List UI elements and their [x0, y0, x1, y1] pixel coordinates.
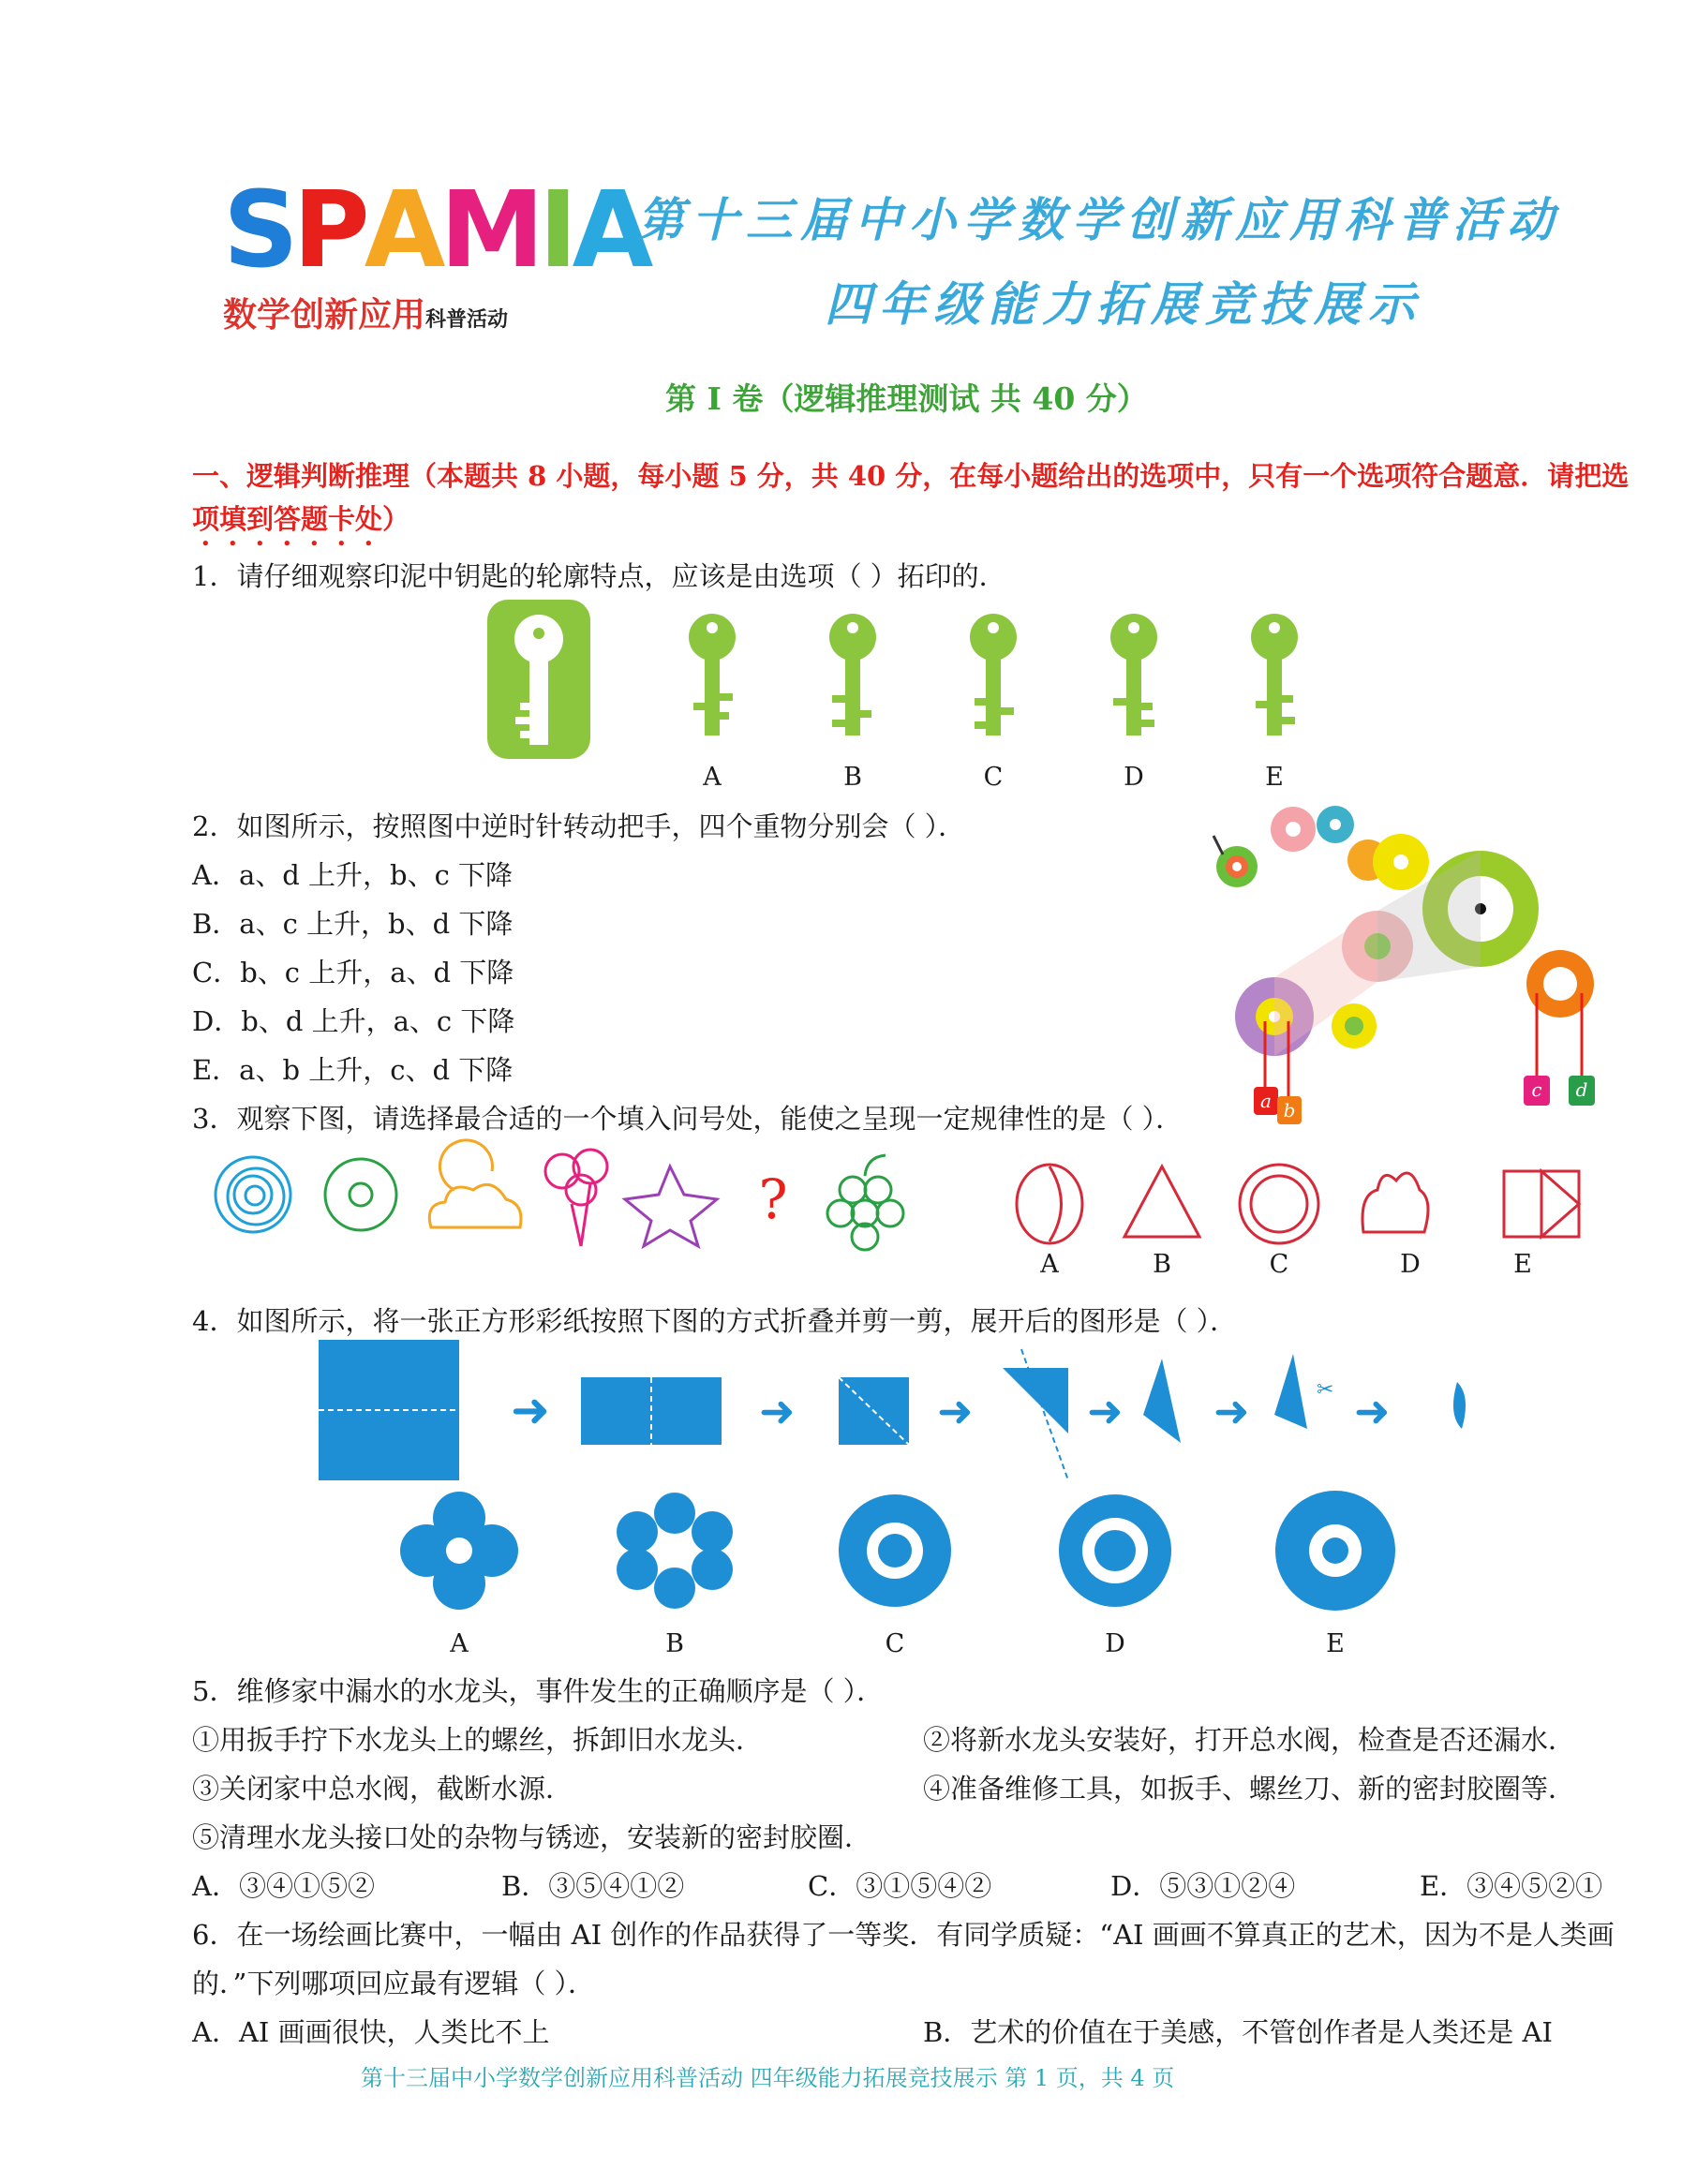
q4-option-b-shape[interactable] [617, 1493, 733, 1609]
q4-folding-steps [319, 1340, 1499, 1480]
spiral-icon [216, 1157, 290, 1232]
q5-option-d[interactable]: D．⑤③①②④ [1110, 1870, 1296, 1902]
q5-option-b[interactable]: B．③⑤④①② [501, 1870, 685, 1902]
scissors-icon: ✂ [1317, 1378, 1334, 1402]
q4-label-a: A [450, 1629, 469, 1658]
arrow-3: ➜ [937, 1386, 974, 1436]
q3-label-a: A [1040, 1250, 1059, 1279]
q5-step-1: ①用扳手拧下水龙头上的螺丝，拆卸旧水龙头． [192, 1724, 764, 1756]
q1-key-c[interactable] [956, 609, 1031, 740]
logo-letter-a: A [364, 170, 440, 291]
q1-label-c: C [983, 763, 1004, 792]
section-title: 第 I 卷（逻辑推理测试 共 40 分） [665, 380, 1148, 417]
logo-subtitle: 数学创新应用 [223, 296, 426, 334]
part1-instruction-line1: 一、逻辑判断推理（本题共 8 小题，每小题 5 分，共 40 分，在每小题给出的选项中，只有一个选项符合题意．请把选 [192, 460, 1630, 492]
cloud-moon-icon [429, 1140, 521, 1227]
q2-weight-b: b [1283, 1099, 1296, 1122]
q3-option-d-shape[interactable] [1362, 1173, 1428, 1232]
q3-option-b-shape[interactable] [1124, 1166, 1199, 1237]
q5-option-e[interactable]: E．③④⑤②① [1420, 1870, 1603, 1902]
q3-options [1007, 1157, 1607, 1251]
q4-option-c-shape[interactable] [839, 1494, 951, 1607]
header-title-line2: 四年级能力拓展竞技展示 [825, 277, 1422, 332]
q4-text: 4．如图所示，将一张正方形彩纸按照下图的方式折叠并剪一剪，展开后的图形是（ ）． [192, 1305, 1238, 1337]
part1-instruction-end: ） [382, 503, 410, 535]
q1-label-e: E [1265, 763, 1284, 792]
q3-option-c-inner [1251, 1176, 1307, 1232]
q3-option-a-shape[interactable] [1017, 1165, 1082, 1243]
q1-label-a: A [703, 763, 722, 792]
logo-subtitle-small: 科普活动 [425, 308, 509, 332]
q3-label-e: E [1513, 1250, 1532, 1279]
q3-option-e-triangle [1541, 1171, 1579, 1237]
q4-option-d-shape[interactable] [1059, 1494, 1171, 1607]
logo [223, 170, 648, 336]
q1-key-d[interactable] [1096, 609, 1171, 740]
q2-weight-c: c [1531, 1078, 1542, 1101]
q3-question-mark: ? [758, 1167, 788, 1231]
q2-weight-a: a [1260, 1090, 1272, 1112]
q4-label-e: E [1326, 1629, 1345, 1658]
q3-sequence [211, 1148, 942, 1251]
q1-key-b[interactable] [815, 609, 890, 740]
part1-instruction-emphasis: 项填到答题卡处 [192, 503, 383, 535]
logo-letter-m: M [439, 170, 539, 291]
page-footer: 第十三届中小学数学创新应用科普活动 四年级能力拓展竞技展示 第 1 页，共 4 页 [361, 2065, 1175, 2091]
q1-text: 1．请仔细观察印泥中钥匙的轮廓特点，应该是由选项（ ）拓印的． [192, 560, 1006, 592]
q5-option-c[interactable]: C．③①⑤④② [808, 1870, 992, 1902]
q4-label-b: B [665, 1629, 684, 1658]
q3-text: 3．观察下图，请选择最合适的一个填入问号处，能使之呈现一定规律性的是（ ）． [192, 1103, 1183, 1135]
arrow-1: ➜ [511, 1383, 550, 1437]
logo-letter-i: I [538, 170, 573, 291]
q4-option-e-shape[interactable] [1275, 1491, 1395, 1611]
arrow-5: ➜ [1213, 1386, 1250, 1436]
logo-letter-p: P [292, 170, 365, 291]
q6-text-line1: 6．在一场绘画比赛中，一幅由 AI 创作的作品获得了一等奖．有同学质疑：“AI 画画不算真正的艺术，因为不是人类画 [192, 1919, 1615, 1951]
q4-label-c: C [885, 1629, 905, 1658]
q5-step-4: ④准备维修工具，如扳手、螺丝刀、新的密封胶圈等． [923, 1773, 1576, 1805]
q4-options [394, 1485, 1424, 1626]
q1-label-d: D [1124, 763, 1144, 792]
part1-instruction [192, 454, 1629, 552]
q2-option-d[interactable]: D．b、d 上升，a、c 下降 [192, 1005, 515, 1037]
q5-step-5: ⑤清理水龙头接口处的杂物与锈迹，安装新的密封胶圈． [192, 1821, 872, 1853]
q1-stamp-image [487, 600, 590, 759]
q4-label-d: D [1105, 1629, 1125, 1658]
q5-option-a[interactable]: A．③④①⑤② [192, 1870, 375, 1902]
q2-text: 2．如图所示，按照图中逆时针转动把手，四个重物分别会（ ）． [192, 810, 966, 842]
q2-option-a[interactable]: A．a、d 上升，b、c 下降 [192, 859, 514, 891]
q2-option-b[interactable]: B．a、c 上升，b、d 下降 [192, 908, 514, 940]
header-title-line1: 第十三届中小学数学创新应用科普活动 [637, 193, 1561, 247]
q6-text-line2: 的．”下列哪项回应最有逻辑（ ）． [192, 1968, 596, 1999]
q2-option-e[interactable]: E．a、b 上升，c、d 下降 [192, 1054, 514, 1086]
q1-key-a[interactable] [675, 609, 750, 740]
q5-text: 5．维修家中漏水的水龙头，事件发生的正确顺序是（ ）． [192, 1675, 885, 1707]
q3-label-d: D [1400, 1250, 1421, 1279]
q6-option-a[interactable]: A．AI 画画很快，人类比不上 [192, 2016, 550, 2048]
q2-option-c[interactable]: C．b、c 上升，a、d 下降 [192, 957, 514, 988]
arrow-2: ➜ [759, 1386, 796, 1436]
q6-option-b[interactable]: B．艺术的价值在于美感，不管创作者是人类还是 AI [923, 2016, 1553, 2048]
q5-step-2: ②将新水龙头安装好，打开总水阀，检查是否还漏水． [923, 1724, 1576, 1756]
q2-weight-d: d [1575, 1078, 1588, 1101]
logo-letter-a2: A [572, 170, 648, 291]
q3-label-b: B [1153, 1250, 1171, 1279]
logo-wordmark [223, 170, 648, 291]
arrow-4: ➜ [1087, 1386, 1124, 1436]
grapes-icon [827, 1155, 903, 1250]
flower-icon [325, 1159, 396, 1230]
balloons-icon [545, 1150, 607, 1246]
q4-option-a-shape[interactable] [400, 1492, 518, 1610]
arrow-6: ➜ [1354, 1386, 1391, 1436]
star-hat-icon [625, 1166, 717, 1246]
q1-key-e[interactable] [1237, 609, 1312, 740]
q3-option-a-curve [1049, 1166, 1062, 1241]
q3-label-c: C [1269, 1250, 1289, 1279]
q5-step-3: ③关闭家中总水阀，截断水源． [192, 1773, 573, 1805]
q2-gear-diagram [1199, 796, 1593, 1143]
q1-label-b: B [843, 763, 862, 792]
logo-letter-s: S [223, 170, 293, 291]
